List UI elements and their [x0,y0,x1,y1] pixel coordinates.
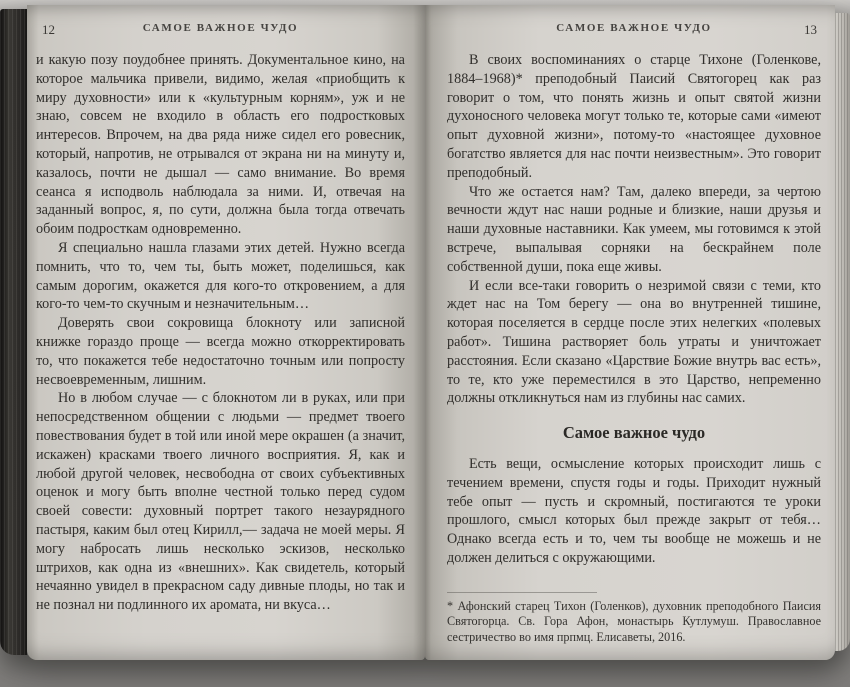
page-13-text [447,51,821,660]
page-12-header [36,22,405,40]
footnote-text: * Афонский старец Тихон (Голенков), духовник преподобного Паисия Святогорца. Св. Гора Афон, монастырь Кутлумуш. Православное сестричество во имя прпмц. Елисаветы, 2016. [447,598,821,645]
paragraph: и какую позу поудобнее принять. Документальное кино, на которое мальчика привели, видимо, желая «приобщить к миру духовности» или к «культурным корням», уж и не знаю, совсем не входило в область его подростковых интересов. Впрочем, на два ряда ниже сидел его ровесник, который, напротив, не отрывался от экрана ни на минуту и, казалось, почти не дышал — само внимание. Во время сеанса я исподволь наблюдала за ними. И, отвечая на заданный вопрос, я, по сути, должна была тогда отвечать обоим подросткам одновременно. [36,52,405,238]
open-book [0,5,850,660]
footnote [447,592,821,648]
footnote-rule [447,592,597,593]
paragraph: Но в любом случае — с блокнотом ли в руках, или при непосредственном общении с людьми — предмет твоего повествования будет в той или иной мере окрашен (а значит, искажен) красками твоего личного восприятия. Я, как и любой другой человек, несвободна от своих субъективных оценок и могу быть вполне честной только перед судом своей совести: духовный портрет такого незаурядного пастыря, каким был отец Кирилл,— задача не моей меры. Я могу набросать лишь несколько эскизов, несколько штрихов, как одна из «внешних». Как свидетель, который нечаянно увидел в прекрасном саду дивные плоды, но так и не познал ни подлинного их аромата, ни вкуса… [36,390,405,614]
paragraph: Есть вещи, осмысление которых происходит лишь с течением времени, спустя годы и годы. Приходит нужный тебе опыт — пусть и скромный, постигаются те уроки прошлого, смысл которых был прежде закрыт от тебя… Однако всегда есть и то, чем ты вообще не можешь и не должен делиться с окружающими. [447,455,821,566]
paragraph: И если все-таки говорить о незримой связи с теми, кто ждет нас на Том берегу — она во внутренней тишине, которая поселяется в сердце после этих нелегких «полевых работ». Тишина растворяет боль утраты и уничтожает расстояния. Если сказано «Царствие Божие внутрь вас есть», то те, кто уже переместился в это Царство, непременно должны откликнуться нам из глубины нас самих. [447,277,821,407]
page-edges-right [835,13,850,651]
running-title-left: САМОЕ ВАЖНОЕ ЧУДО [142,22,299,34]
page-13-header [447,22,821,40]
page-number-right: 13 [804,22,817,37]
page-number-left: 12 [42,22,55,37]
running-title-right: САМОЕ ВАЖНОЕ ЧУДО [556,22,712,34]
page-13 [425,5,835,660]
paragraph: Что же остается нам? Там, далеко впереди, за чертою вечности ждут нас наши родные и близкие, наши друзья и наши духовные наставники. Как умеем, мы готовимся к этой встрече, выпалывая сорняки на бескрайнем поле собственной души, пока еще живы. [447,183,821,275]
page-edges-left [0,9,27,655]
paragraph: Доверять свои сокровища блокноту или записной книжке гораздо проще — всегда можно откорректировать то, что покажется тебе недостаточно точным или попросту несвоевременным, лишним. [36,315,405,388]
section-heading: Самое важное чудо [562,423,706,443]
page-12-text [36,51,405,660]
page-12 [27,5,425,660]
paragraph: В своих воспоминаниях о старце Тихоне (Голенкове, 1884–1968)* преподобный Паисий Святогорец как раз говорит о том, что понять жизнь и опыт святой жизни духоносного человека могут только те, которые сами «имеют опыт духовной жизни», потому-то «настоящее духовное богатство является для нас почти неизвестным». Это говорит преподобный. [447,52,821,181]
paragraph: Я специально нашла глазами этих детей. Нужно всегда помнить, что то, чем ты, быть может, поделишься, как самым дорогим, окажется для кого-то откровением, а для кого-то чем-то скучным и незначительным… [36,239,405,313]
